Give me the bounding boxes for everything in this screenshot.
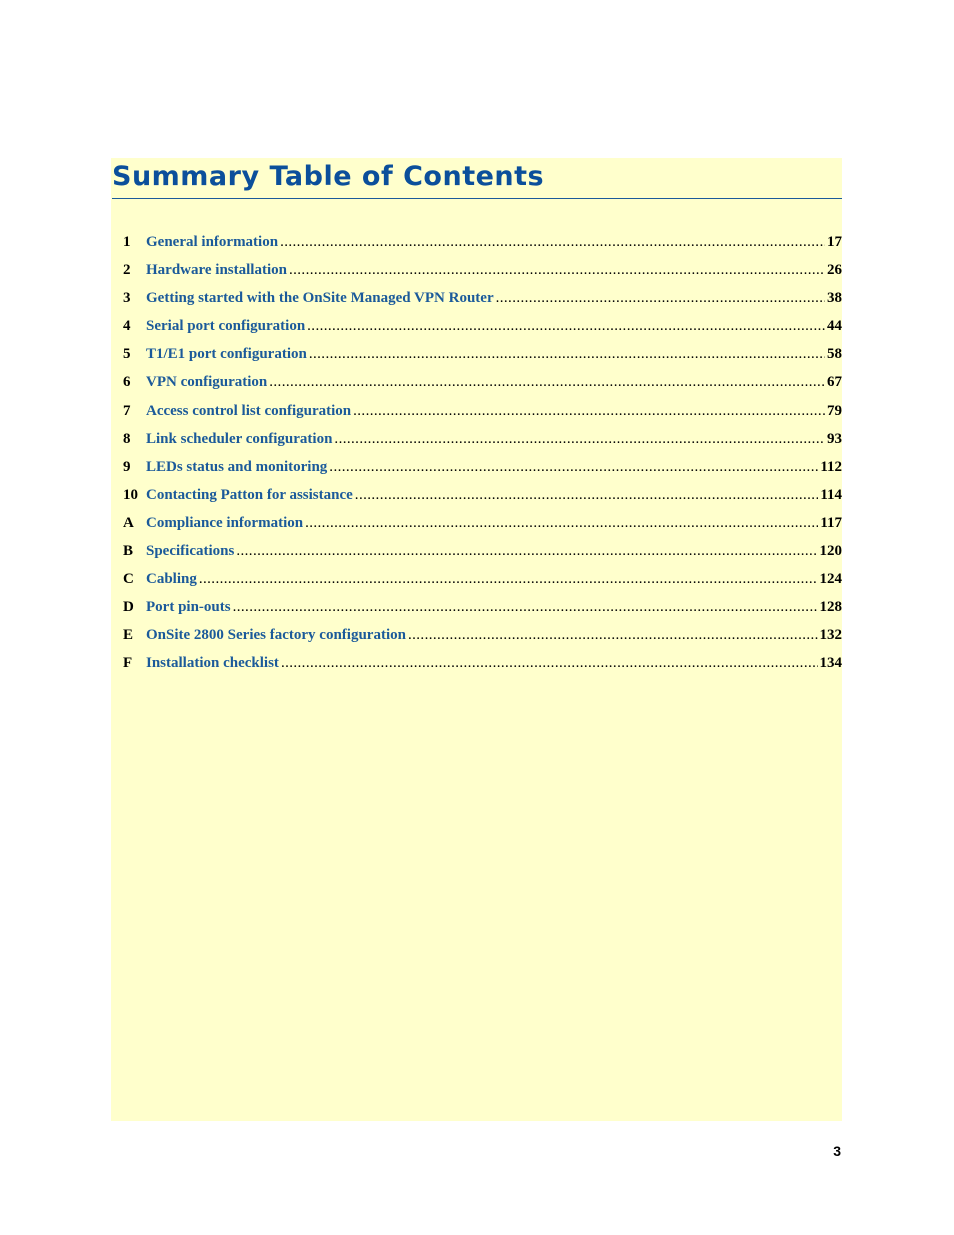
toc-entry-link[interactable]: Installation checklist bbox=[146, 655, 279, 672]
toc-entry-number: 9 bbox=[123, 458, 131, 475]
toc-entry-link[interactable]: Contacting Patton for assistance bbox=[146, 486, 353, 503]
toc-entry-link[interactable]: Getting started with the OnSite Managed VPN Router bbox=[146, 290, 494, 307]
toc-entry-number: 1 bbox=[123, 234, 131, 250]
toc-entry-link[interactable]: VPN configuration bbox=[146, 374, 268, 391]
page-number: 3 bbox=[833, 1143, 841, 1159]
toc-entry-number: 2 bbox=[123, 262, 131, 279]
toc-entry-link[interactable]: T1/E1 port configuration bbox=[146, 346, 307, 363]
toc-dot-leader bbox=[199, 571, 818, 588]
toc-entry-number: E bbox=[123, 627, 134, 644]
toc-entry-number: F bbox=[123, 655, 133, 672]
toc-entry[interactable] bbox=[123, 431, 842, 459]
toc-entry-number: 4 bbox=[123, 318, 131, 335]
toc-entry-link[interactable]: Port pin-outs bbox=[146, 599, 231, 616]
toc-entry[interactable] bbox=[123, 515, 842, 543]
toc-entry-link[interactable]: OnSite 2800 Series factory configuration bbox=[146, 627, 406, 644]
toc-entry-number: 5 bbox=[123, 346, 131, 363]
toc-entry-number: 3 bbox=[123, 290, 131, 307]
toc-entry-page[interactable]: 38 bbox=[827, 290, 842, 307]
toc-entry[interactable] bbox=[123, 290, 842, 318]
toc-entry-number: 7 bbox=[123, 402, 131, 419]
toc-entry-page[interactable]: 132 bbox=[819, 627, 842, 644]
toc-entry-link[interactable]: LEDs status and monitoring bbox=[146, 458, 328, 475]
toc-entry-number: D bbox=[123, 599, 134, 616]
toc-entry[interactable] bbox=[123, 655, 842, 683]
toc-entry-page[interactable]: 120 bbox=[819, 543, 842, 560]
toc-entry[interactable] bbox=[123, 262, 842, 290]
toc-entry[interactable] bbox=[123, 346, 842, 374]
toc-entry-page[interactable]: 117 bbox=[820, 514, 842, 531]
toc-dot-leader bbox=[269, 374, 825, 391]
toc-entry-number: 6 bbox=[123, 374, 131, 391]
toc-dot-leader bbox=[408, 627, 818, 644]
toc-dot-leader bbox=[309, 346, 825, 363]
toc-dot-leader bbox=[280, 234, 825, 251]
toc-dot-leader bbox=[305, 515, 818, 532]
toc-dot-leader bbox=[281, 655, 818, 672]
toc-entry-number: 10 bbox=[123, 486, 138, 503]
toc-entry-page[interactable]: 128 bbox=[819, 599, 842, 616]
toc-entry-page[interactable]: 58 bbox=[827, 346, 842, 363]
toc-entry-number: A bbox=[123, 514, 134, 531]
toc-entry-page[interactable]: 114 bbox=[820, 486, 842, 503]
toc-entry-link[interactable]: Serial port configuration bbox=[146, 318, 306, 335]
toc-entry-number: B bbox=[123, 543, 134, 560]
toc-entry-page[interactable]: 124 bbox=[819, 571, 842, 588]
toc-entry[interactable] bbox=[123, 487, 842, 515]
toc-dot-leader bbox=[353, 403, 825, 420]
toc-dot-leader bbox=[334, 431, 825, 448]
toc-entry[interactable] bbox=[123, 318, 842, 346]
toc-entry[interactable] bbox=[123, 543, 842, 571]
toc-entry[interactable] bbox=[123, 403, 842, 431]
toc-dot-leader bbox=[355, 487, 819, 504]
toc-entry-page[interactable]: 112 bbox=[820, 458, 842, 475]
toc-entry-number: 8 bbox=[123, 430, 131, 447]
toc-dot-leader bbox=[496, 290, 825, 307]
toc-panel bbox=[111, 158, 842, 1121]
toc-dot-leader bbox=[289, 262, 825, 279]
toc-entry[interactable] bbox=[123, 571, 842, 599]
toc-entry-link[interactable]: Specifications bbox=[146, 543, 235, 560]
toc-entry-link[interactable]: Compliance information bbox=[146, 514, 304, 531]
toc-entry[interactable] bbox=[123, 459, 842, 487]
page-title: Summary Table of Contents bbox=[112, 161, 545, 192]
toc-dot-leader bbox=[307, 318, 825, 335]
toc-entry-link[interactable]: Cabling bbox=[146, 571, 197, 588]
toc-entry-number: C bbox=[123, 571, 134, 588]
toc-entry[interactable] bbox=[123, 374, 842, 402]
toc-entry-link[interactable]: Access control list configuration bbox=[146, 402, 352, 419]
toc-entry-page[interactable]: 79 bbox=[827, 402, 842, 419]
toc-dot-leader bbox=[233, 599, 818, 616]
page-heading bbox=[112, 158, 842, 199]
toc-entry-page[interactable]: 93 bbox=[827, 430, 842, 447]
toc-entry-page[interactable]: 44 bbox=[827, 318, 842, 335]
toc-dot-leader bbox=[329, 459, 818, 476]
toc-list bbox=[123, 234, 842, 684]
toc-dot-leader bbox=[236, 543, 817, 560]
toc-entry[interactable] bbox=[123, 627, 842, 655]
toc-entry-link[interactable]: General information bbox=[146, 234, 279, 250]
toc-entry-page[interactable]: 67 bbox=[827, 374, 842, 391]
toc-entry-link[interactable]: Link scheduler configuration bbox=[146, 430, 333, 447]
toc-entry[interactable] bbox=[123, 234, 842, 262]
toc-entry-page[interactable]: 134 bbox=[819, 655, 842, 672]
toc-entry[interactable] bbox=[123, 599, 842, 627]
toc-entry-page[interactable]: 17 bbox=[827, 234, 842, 250]
toc-entry-page[interactable]: 26 bbox=[827, 262, 842, 279]
toc-entry-link[interactable]: Hardware installation bbox=[146, 262, 287, 279]
